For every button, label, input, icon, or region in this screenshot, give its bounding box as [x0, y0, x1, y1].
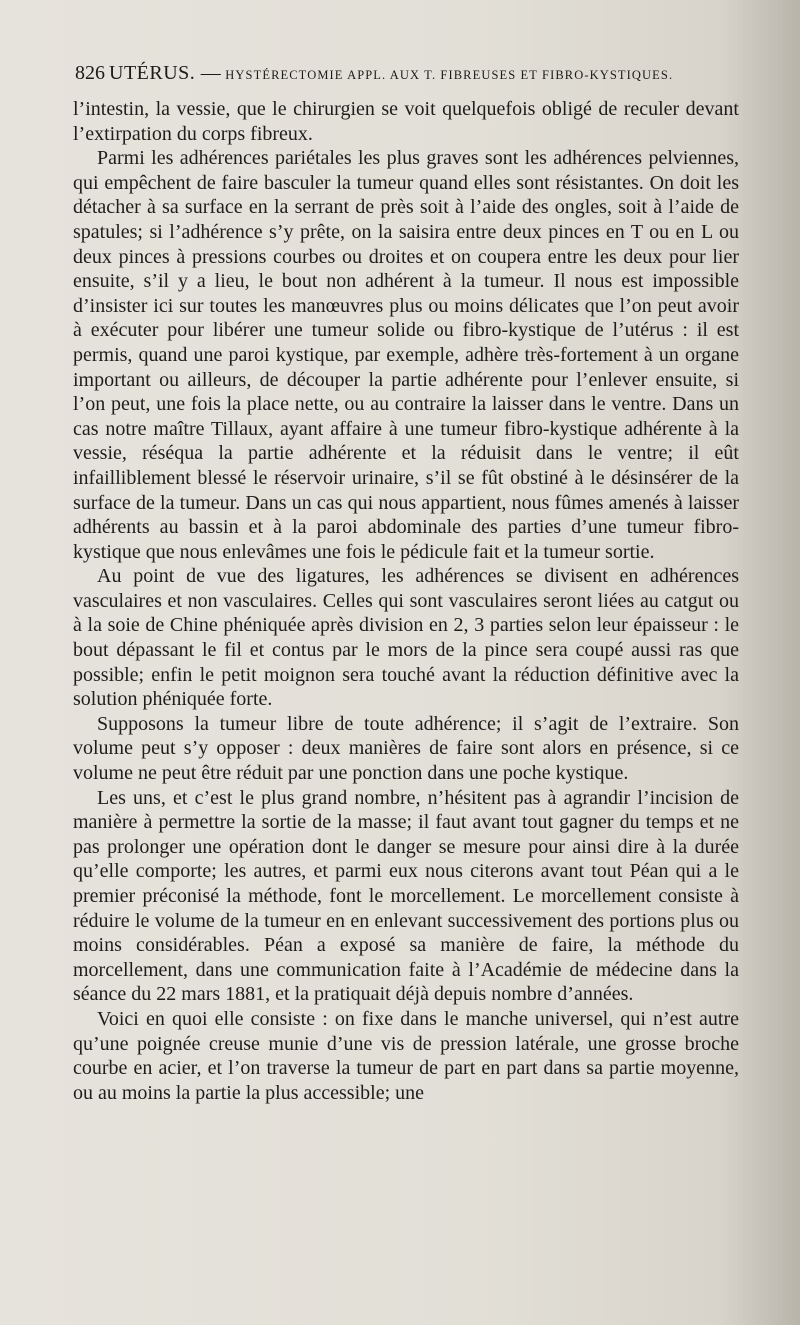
running-head: UTÉRUS. —: [109, 62, 222, 84]
body-text: [73, 97, 739, 1105]
page-header: [75, 62, 735, 90]
paragraph: Supposons la tumeur libre de toute adhérence; il s’agit de l’extraire. Son volume peut s’y opposer : deux manières de faire sont alors en présence, si ce volume ne peut être réduit par une ponction dans une poche kystique.: [73, 712, 739, 785]
paragraph: l’intestin, la vessie, que le chirurgien se voit quelquefois obligé de reculer devant l’extirpation du corps fibreux.: [73, 98, 739, 145]
running-subhead: HYSTÉRECTOMIE APPL. AUX T. FIBREUSES ET FIBRO-KYSTIQUES.: [225, 68, 674, 82]
paragraph: Voici en quoi elle consiste : on fixe dans le manche universel, qui n’est autre qu’une poignée creuse munie d’une vis de pression latérale, une grosse broche courbe en acier, et l’on traverse la tumeur de part en part dans sa partie moyenne, ou au moins la partie la plus accessible; une: [73, 1007, 739, 1104]
paragraph: Parmi les adhérences pariétales les plus graves sont les adhérences pelviennes, qui empêchent de faire basculer la tumeur quand elles sont résistantes. On doit les détacher à sa surface en la serrant de près soit à l’aide des ongles, soit à l’aide de spatules; si l’adhérence s’y prête, on la saisira entre deux pinces en T ou en L ou deux pinces à pressions courbes ou droites et on coupera entre les deux pour lier ensuite, s’il y a lieu, le bout non adhérent à la tumeur. Il nous est impossible d’insister ici sur toutes les manœuvres plus ou moins délicates que l’on peut avoir à exécuter pour libérer une tumeur solide ou fibro-kystique de l’utérus : il est permis, quand une paroi kystique, par exemple, adhère très-fortement à un organe important ou ailleurs, de découper la partie adhérente pour l’enlever ensuite, si l’on peut, une fois la place nette, ou au contraire la laisser dans le ventre. Dans un cas notre maître Tillaux, ayant affaire à une tumeur fibro-kystique adhérente à la vessie, réséqua la partie adhérente et la réduisit dans le ventre; il eût infailliblement blessé le réservoir urinaire, s’il se fût obstiné à le désinsérer de la surface de la tumeur. Dans un cas qui nous appartient, nous fûmes amenés à laisser adhérents au bassin et à la paroi abdominale des parties d’une tumeur fibro-kystique que nous enlevâmes une fois le pédicule fait et la tumeur sortie.: [73, 147, 739, 563]
paragraph: Au point de vue des ligatures, les adhérences se divisent en adhérences vasculaires et non vasculaires. Celles qui sont vasculaires seront liées au catgut ou à la soie de Chine phéniquée après division en 2, 3 parties selon leur épaisseur : le bout dépassant le fil et contus par le mors de la pince sera coupé aussi ras que possible; enfin le petit moignon sera touché avant la réduction définitive avec la solution phéniquée forte.: [73, 565, 739, 711]
page-number: 826: [75, 62, 105, 84]
paragraph: Les uns, et c’est le plus grand nombre, n’hésitent pas à agrandir l’incision de manière à permettre la sortie de la masse; il faut avant tout gagner du temps et ne pas prolonger une opération dont le danger se mesure pour ainsi dire à la durée qu’elle comporte; les autres, et parmi eux nous citerons avant tout Péan qui a le premier préconisé la méthode, font le morcellement. Le morcellement consiste à réduire le volume de la tumeur en en enlevant successivement des portions plus ou moins considérables. Péan a exposé sa manière de faire, la méthode du morcellement, dans une communication faite à l’Académie de médecine dans la séance du 22 mars 1881, et la pratiquait déjà depuis nombre d’années.: [73, 786, 739, 1006]
